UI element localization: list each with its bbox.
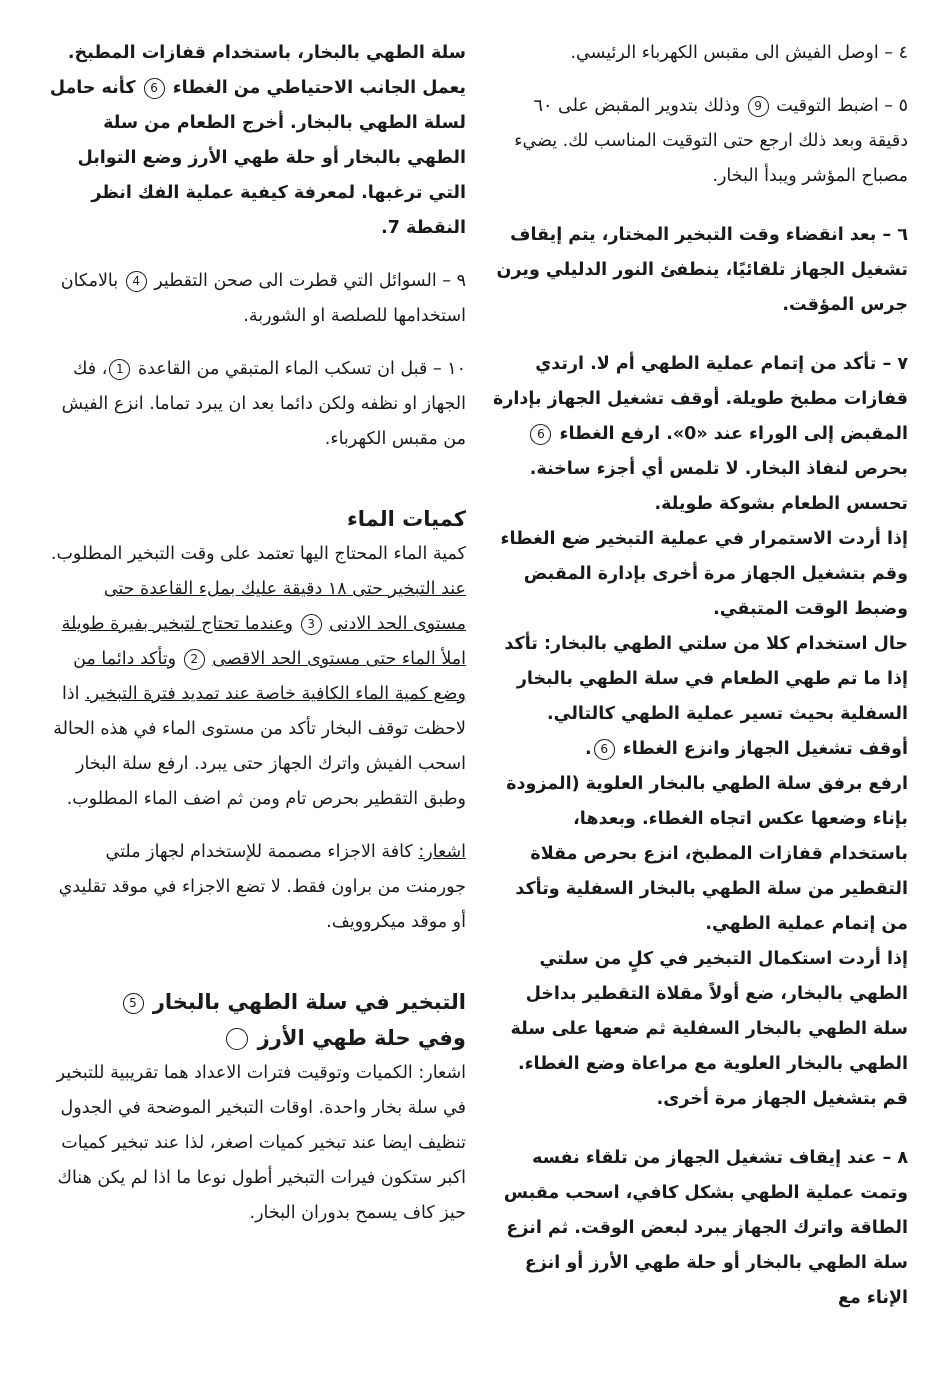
step-7-stop: أوقف تشغيل الجهاز وانزع الغطاء 6.: [585, 739, 908, 759]
step-8: ٨ – عند إيقاف تشغيل الجهاز من تلقاء نفسه وتمت عملية الطهي بشكل كافي، اسحب مقبس الطاقة واترك الجهاز يبرد لبعض الوقت. ثم انزع سلة الطهي بالبخار أو حلة طهي الأرز أو انزع الإناء مع: [503, 1148, 908, 1308]
step-7-both-baskets: حال استخدام كلا من سلتي الطهي بالبخار: تأكد إذا ما تم طهي الطعام في سلة الطهي بالبخار السفلية بحيث تسير عملية الطهي كالتالي.: [504, 634, 908, 724]
circled-number-9: 9: [748, 96, 769, 117]
step-4: ٤ – اوصل الفيش الى مقبس الكهرباء الرئيسي.: [570, 43, 908, 63]
water-amounts-text: كمية الماء المحتاج اليها تعتمد على وقت التبخير المطلوب. عند التبخير حتى ١٨ دقيقة عليك بملء القاعدة حتى مستوى الحد الادنى 3 وعندما تحتاج لتبخير بفيرة طويلة املأ الماء حتى مستوى الحد الاقصى 2 وتأكد دائما من وضع كمية الماء الكافية خاصة عند تمديد فترة التبخير. اذا لاحظت توقف البخار تأكد من مستوى الماء في هذه الحالة اسحب الفيش واترك الجهاز حتى يبرد. ارفع سلة البخار وطبق التقطير بحرص تام ومن ثم اضف الماء المطلوب.: [50, 544, 466, 809]
step-7-resume: إذا أردت استكمال التبخير في كلٍ من سلتي الطهي بالبخار، ضع أولاً مقلاة التقطير بداخل سلة الطهي بالبخار السفلية ثم ضعها على سلة الطهي بالبخار العلوية مع مراعاة وضع الغطاء. قم بتشغيل الجهاز مرة أخرى.: [510, 949, 908, 1109]
step-6: ٦ – بعد انقضاء وقت التبخير المختار، يتم إيقاف تشغيل الجهاز تلقائيًا، ينطفئ النور الدليلي ويرن جرس المؤقت.: [496, 225, 908, 315]
step-5: ٥ – اضبط التوقيت 9 وذلك بتدوير المقبض على ٦٠ دقيقة وبعد ذلك ارجع حتى التوقيت المناسب لك. يضيء مصباح المؤشر ويبدأ البخار.: [514, 96, 908, 186]
circled-number-3: 3: [301, 614, 322, 635]
circled-number-6: 6: [594, 739, 615, 760]
water-amounts-heading: كميات الماء: [347, 507, 466, 531]
right-column: [490, 36, 908, 1316]
empty-circle-icon: [226, 1028, 248, 1050]
circled-number-6: 6: [530, 424, 551, 445]
notice-label: اشعار:: [418, 842, 466, 862]
step-7: ٧ – تأكد من إتمام عملية الطهي أم لا. ارتدي قفازات مطبخ طويلة. أوقف تشغيل الجهاز بإدارة المقبض إلى الوراء عند «0». ارفع الغطاء 6 بحرص لنفاذ البخار. لا تلمس أي أجزء ساخنة. تحسس الطعام بشوكة طويلة.: [492, 354, 908, 514]
step-8-continued: سلة الطهي بالبخار، باستخدام قفازات المطبخ. يعمل الجانب الاحتياطي من الغطاء 6 كأنه حامل لسلة الطهي بالبخار. أخرج الطعام من سلة الطهي بالبخار أو حلة طهي الأرز وضع التوابل التي ترغبها. لمعرفة كيفية عملية الفك انظر النقطة 7.: [49, 43, 466, 238]
step-10: ١٠ – قبل ان تسكب الماء المتبقي من القاعدة 1، فك الجهاز او نظفه ولكن دائما بعد ان يبرد تماما. انزع الفيش من مقبس الكهرباء.: [61, 359, 466, 449]
steaming-heading: التبخير في سلة الطهي بالبخار 5 وفي حلة طهي الأرز: [46, 984, 466, 1056]
circled-number-6: 6: [144, 78, 165, 99]
steaming-text: اشعار: الكميات وتوقيت فترات الاعداد هما تقريبية للتبخير في سلة بخار واحدة. اوقات التبخير الموضحة في الجدول تنظيف ايضا عند تبخير كميات اصغر، لذا عند تبخير كميات اكبر ستكون فيرات التبخير أطول نوعا ما اذا لم يكن هناك حيز كاف يسمح بدوران البخار.: [56, 1063, 466, 1223]
circled-number-4: 4: [126, 271, 147, 292]
circled-number-5: 5: [123, 993, 144, 1014]
step-9: ٩ – السوائل التي قطرت الى صحن التقطير 4 بالامكان استخدامها للصلصة او الشوربة.: [60, 271, 466, 326]
circled-number-1: 1: [109, 359, 130, 380]
circled-number-2: 2: [184, 649, 205, 670]
notice-text: اشعار: كافة الاجزاء مصممة للإستخدام لجهاز ملتي جورمنت من براون فقط. لا تضع الاجزاء في موقد تقليدي أو موقد ميكروويف.: [58, 842, 466, 932]
step-7-lift: ارفع برفق سلة الطهي بالبخار العلوية (المزودة بإناء وضعها عكس اتجاه الغطاء. وبعدها، باستخدام قفازات المطبخ، انزع بحرص مقلاة التقطير من سلة الطهي بالبخار السفلية وتأكد من إتمام عملية الطهي.: [506, 774, 908, 934]
left-column: [46, 36, 466, 1231]
step-7-continue: إذا أردت الاستمرار في عملية التبخير ضع الغطاء وقم بتشغيل الجهاز مرة أخرى بإدارة المقبض وضبط الوقت المتبقي.: [500, 529, 908, 619]
